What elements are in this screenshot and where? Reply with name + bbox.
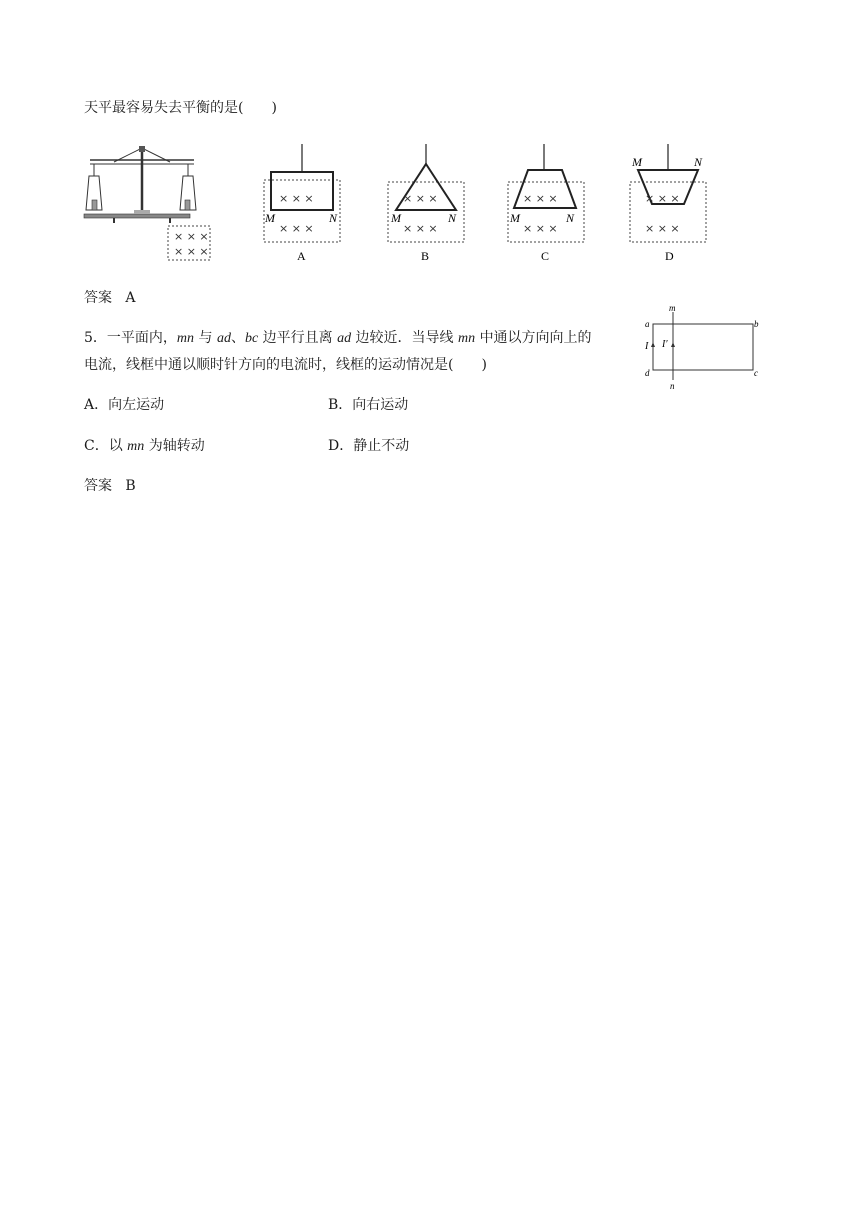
label-m: M	[510, 211, 520, 225]
label-c: c	[754, 368, 758, 378]
option-b-caption: B	[421, 249, 430, 263]
q5-option-a: A．向左运动	[84, 397, 165, 413]
label-m: M	[391, 211, 401, 225]
option-d-caption: D	[665, 249, 674, 263]
balance-figure	[84, 140, 214, 265]
label-m: M	[632, 155, 642, 169]
label-n: N	[448, 211, 457, 225]
q5-option-d: D．静止不动	[328, 438, 410, 454]
label-d: d	[645, 368, 650, 378]
answer-value: B	[125, 478, 136, 494]
figure-d	[630, 144, 710, 262]
label-n: N	[694, 155, 703, 169]
label-m: m	[669, 303, 676, 313]
option-c-caption: C	[541, 249, 550, 263]
answer-value: A	[125, 290, 136, 306]
label-current-i-prime: I′	[662, 339, 668, 350]
figure-b	[388, 144, 466, 262]
figure-c	[508, 144, 586, 262]
q5-stem-line1: 5．一平面内，mn 与 ad、bc 边平行且离 ad 边较近．当导线 mn 中通以方向向上的	[84, 330, 592, 346]
q5-answer	[84, 476, 136, 496]
option-a-caption: A	[297, 249, 306, 263]
answer-label: 答案	[84, 290, 112, 306]
label-n: n	[670, 381, 675, 391]
field-marks: × × ×	[174, 230, 209, 243]
q4-stem-tail: 天平最容易失去平衡的是( )	[84, 100, 277, 116]
answer-label: 答案	[84, 478, 112, 494]
field-marks: × × ×	[279, 222, 314, 235]
field-marks: × × ×	[279, 192, 314, 205]
label-current-i: I	[645, 341, 649, 352]
field-marks: × × ×	[403, 222, 438, 235]
label-m: M	[265, 211, 275, 225]
label-n: N	[329, 211, 338, 225]
field-marks: × × ×	[523, 192, 558, 205]
label-a: a	[645, 319, 650, 329]
label-b: b	[754, 319, 759, 329]
q4-answer	[84, 288, 135, 308]
field-marks: × × ×	[645, 192, 680, 205]
q5-option-c: C．以 mn 为轴转动	[84, 438, 205, 454]
q5-option-b: B．向右运动	[328, 397, 409, 413]
figure-a	[264, 144, 342, 262]
field-marks: × × ×	[174, 245, 209, 258]
field-marks: × × ×	[403, 192, 438, 205]
q5-stem-line2: 电流，线框中通以顺时针方向的电流时，线框的运动情况是( )	[84, 357, 487, 373]
label-n: N	[566, 211, 575, 225]
field-marks: × × ×	[645, 222, 680, 235]
q5-wire-frame-figure	[642, 302, 772, 392]
field-marks: × × ×	[523, 222, 558, 235]
